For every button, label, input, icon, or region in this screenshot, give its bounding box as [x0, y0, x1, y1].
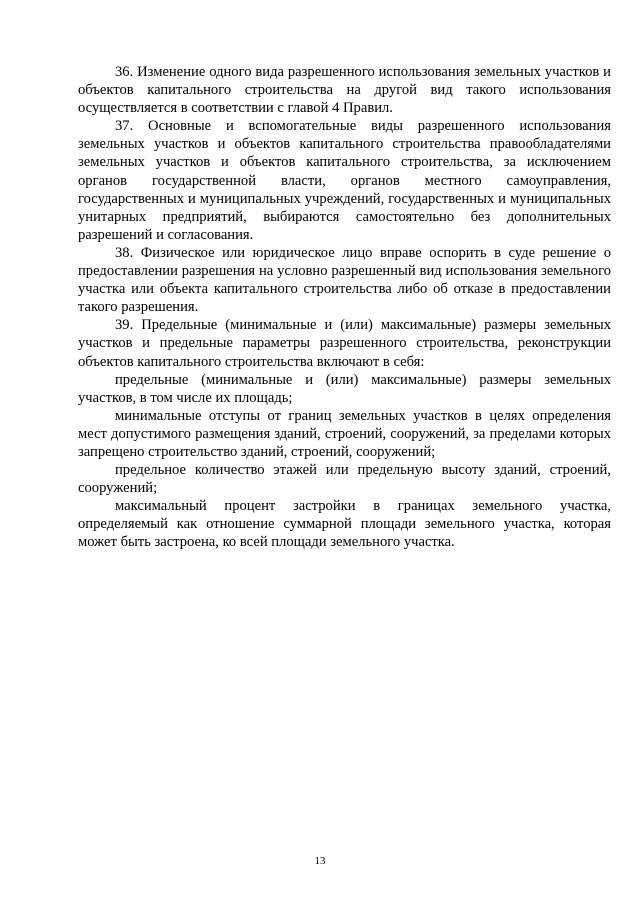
document-body [78, 63, 611, 552]
list-item-floors-height: предельное количество этажей или предельную высоту зданий, строений, сооружений; [78, 462, 611, 497]
paragraph-38: 38. Физическое или юридическое лицо вправе оспорить в суде решение о предоставлении разрешения на условно разрешенный вид использования земельного участка или объекта капитального строительства либо об отказе в предоставлении такого разрешения. [78, 244, 611, 316]
paragraph-37: 37. Основные и вспомогательные виды разрешенного использования земельных участков и объектов капитального строительства правообладателями земельных участков и объектов капитального строительства, за исключением органов государственной власти, органов местного самоуправления, государственных и муниципальных учреждений, государственных и муниципальных унитарных предприятий, выбираются самостоятельно без дополнительных разрешений и согласования. [78, 118, 611, 243]
list-item-setbacks: минимальные отступы от границ земельных участков в целях определения мест допустимого размещения зданий, строений, сооружений, за пределами которых запрещено строительство зданий, строений, сооружений; [78, 407, 611, 460]
paragraph-36: 36. Изменение одного вида разрешенного использования земельных участков и объектов капитального строительства на другой вид такого использования осуществляется в соответствии с главой 4 Правил. [78, 64, 611, 117]
list-item-build-percentage: максимальный процент застройки в границах земельного участка, определяемый как отношение суммарной площади земельного участка, которая может быть застроена, ко всей площади земельного участка. [78, 498, 611, 551]
list-item-plot-sizes: предельные (минимальные и (или) максимальные) размеры земельных участков, в том числе их площадь; [78, 371, 611, 406]
page-number: 13 [314, 855, 326, 867]
paragraph-39: 39. Предельные (минимальные и (или) максимальные) размеры земельных участков и предельные параметры разрешенного строительства, реконструкции объектов капитального строительства включают в себя: [78, 317, 611, 370]
